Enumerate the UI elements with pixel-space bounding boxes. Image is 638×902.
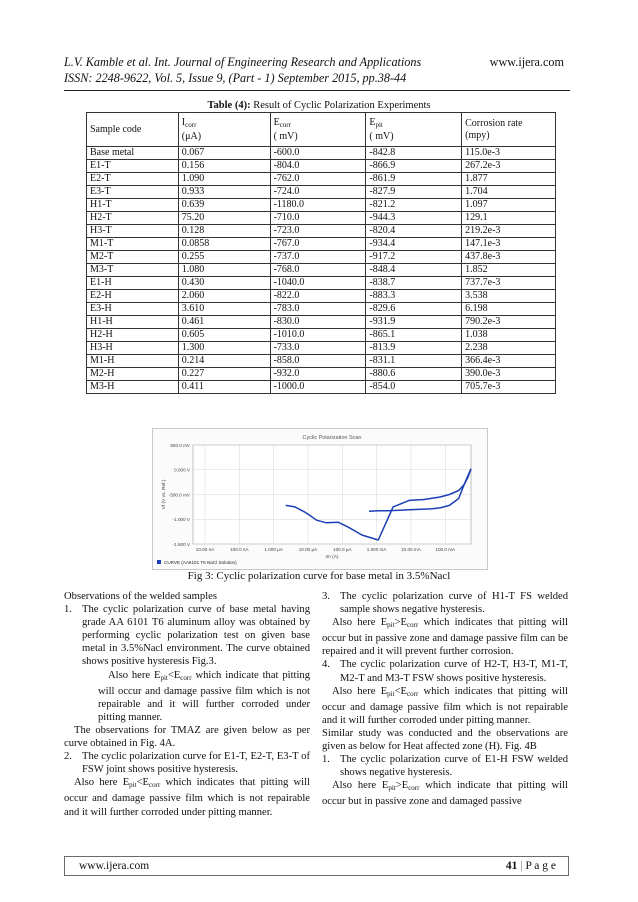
left-column [64, 590, 310, 819]
table-cell: -932.0 [270, 368, 366, 381]
table-cell: 705.7e-3 [462, 381, 556, 394]
table-caption [0, 100, 638, 111]
table-cell: Base metal [87, 147, 179, 160]
table-cell: 0.430 [178, 277, 270, 290]
running-header [64, 54, 564, 86]
table-cell: -848.4 [366, 264, 462, 277]
x-tick-label: 10.00 mA [401, 547, 421, 552]
paragraph: Also here $E_{pit}>E_{corr}$ which indicate that pitting will occur but in passive zone and damaged passive [322, 780, 568, 808]
y-tick-label: 0.000 V [174, 467, 190, 473]
table-cell: -724.0 [270, 186, 366, 199]
x-axis-label: Im (A) [325, 555, 339, 560]
list-item: 3. The cyclic polarization curve of H1-T FS welded sample shows negative hysteresis. [322, 591, 568, 616]
table-cell: -944.3 [366, 212, 462, 225]
table-row [87, 186, 556, 199]
table-cell: -861.9 [366, 173, 462, 186]
list-item: 2. The cyclic polarization curve for E1-T, E2-T, E3-T of FSW joint shows positive hysteresis. [64, 751, 310, 776]
table-cell: M1-T [87, 238, 179, 251]
table-row [87, 160, 556, 173]
table-cell: -710.0 [270, 212, 366, 225]
y-tick-label: -1.000 V [172, 517, 190, 523]
table-cell: -866.9 [366, 160, 462, 173]
table-cell: 0.411 [178, 381, 270, 394]
table-cell: 1.300 [178, 342, 270, 355]
table-cell: 0.461 [178, 316, 270, 329]
th-sample-code: Sample code [87, 113, 179, 147]
table-cell: -733.0 [270, 342, 366, 355]
table-cell: -827.9 [366, 186, 462, 199]
footer-website[interactable]: www.ijera.com [79, 860, 150, 872]
table-row [87, 225, 556, 238]
table-cell: -813.9 [366, 342, 462, 355]
y-tick-label: 500.0 mV [170, 442, 190, 448]
table-row [87, 199, 556, 212]
table-row [87, 212, 556, 225]
table-cell: 0.0858 [178, 238, 270, 251]
table-cell: -829.6 [366, 303, 462, 316]
table-cell: 3.538 [462, 290, 556, 303]
table-cell: 1.852 [462, 264, 556, 277]
th-ecorr: $E_{corr}$ ( mV) [270, 113, 366, 147]
table-body [87, 147, 556, 394]
table-cell: -883.3 [366, 290, 462, 303]
table-cell: H2-T [87, 212, 179, 225]
table-row [87, 329, 556, 342]
table-cell: -767.0 [270, 238, 366, 251]
table-cell: 0.933 [178, 186, 270, 199]
table-cell: 437.8e-3 [462, 251, 556, 264]
table-cell: 115.0e-3 [462, 147, 556, 160]
table-cell: 0.227 [178, 368, 270, 381]
table-cell: 790.2e-3 [462, 316, 556, 329]
th-epit: $E_{pit}$ ( mV) [366, 113, 462, 147]
table-cell: H3-T [87, 225, 179, 238]
table-cell: 366.4e-3 [462, 355, 556, 368]
table-cell: -822.0 [270, 290, 366, 303]
table-row [87, 303, 556, 316]
table-cell: -804.0 [270, 160, 366, 173]
table-cell: 0.605 [178, 329, 270, 342]
header-citation: L.V. Kamble et al. Int. Journal of Engineering Research and Applications [64, 55, 422, 69]
table-cell: 1.090 [178, 173, 270, 186]
table-row [87, 368, 556, 381]
header-website[interactable]: www.ijera.com [489, 55, 564, 69]
table-cell: 390.0e-3 [462, 368, 556, 381]
table-cell: H2-H [87, 329, 179, 342]
table-cell: E2-T [87, 173, 179, 186]
table-cell: M3-T [87, 264, 179, 277]
table-cell: -917.2 [366, 251, 462, 264]
figure-caption: Fig 3: Cyclic polarization curve for base metal in 3.5%Nacl [187, 570, 451, 582]
table-row [87, 277, 556, 290]
table-row [87, 147, 556, 160]
page-label: P a g e [525, 860, 556, 872]
table-cell: -838.7 [366, 277, 462, 290]
table-row [87, 316, 556, 329]
table-cell: -1040.0 [270, 277, 366, 290]
table-cell: 1.038 [462, 329, 556, 342]
polarization-chart [153, 429, 487, 569]
th-corrosion-rate: Corrosion rate (mpy) [462, 113, 556, 147]
table-cell: 6.198 [462, 303, 556, 316]
y-tick-label: -1.500 V [172, 541, 190, 547]
header-rule [64, 90, 570, 91]
table-cell: -783.0 [270, 303, 366, 316]
table-cell: -737.0 [270, 251, 366, 264]
x-tick-label: 1.000 mA [366, 547, 387, 552]
legend-marker [157, 560, 161, 564]
x-tick-label: 10.00 µA [298, 547, 318, 552]
table-cell: E1-T [87, 160, 179, 173]
table-caption-label: Table (4): [207, 100, 251, 111]
table-cell: E1-H [87, 277, 179, 290]
table-cell: E2-H [87, 290, 179, 303]
table-cell: -768.0 [270, 264, 366, 277]
paragraph: Also here $E_{pit}>E_{corr}$ which indicates that pitting will occur but in passive zone and damage passive film can be repaired and it will prevent further corrosion. [322, 617, 568, 658]
table-cell: 75.20 [178, 212, 270, 225]
page-number: 41 [505, 860, 518, 872]
table-cell: M2-H [87, 368, 179, 381]
table-cell: -931.9 [366, 316, 462, 329]
table-cell: E3-T [87, 186, 179, 199]
x-tick-label: 10.00 nA [195, 547, 215, 552]
table-cell: H1-T [87, 199, 179, 212]
table-row [87, 251, 556, 264]
table-cell: -865.1 [366, 329, 462, 342]
table-cell: H1-H [87, 316, 179, 329]
table-row [87, 238, 556, 251]
x-tick-label: 100.0 nA [230, 547, 249, 552]
table-cell: 0.128 [178, 225, 270, 238]
paragraph: Similar study was conducted and the observations are given as below for Heat affected zone (H). Fig. 4B [322, 727, 568, 753]
table-header-row [87, 113, 556, 147]
table-cell: 1.704 [462, 186, 556, 199]
paragraph: Also here $E_{pit}<E_{corr}$ which indicates that pitting will occur and damage passive film which is not repairable and it will further corroded under pitting manner. [64, 777, 310, 818]
table-cell: M1-H [87, 355, 179, 368]
table-cell: 267.2e-3 [462, 160, 556, 173]
legend-label: CURVE (AA6101 T6 NaCl Solution) [164, 560, 237, 565]
paragraph: Also here $E_{pit}<E_{corr}$ which indicate that pitting will occur and damage passive film which is not repairable and it will further corroded under pitting manner. [98, 669, 311, 723]
table-cell: -830.0 [270, 316, 366, 329]
table-cell: -1000.0 [270, 381, 366, 394]
observations-heading: Observations of the welded samples [64, 591, 217, 602]
table-caption-text: Result of Cyclic Polarization Experiments [250, 100, 431, 111]
paragraph: The observations for TMAZ are given below as per curve obtained in Fig. 4A. [64, 724, 310, 750]
figure-cyclic-polarization [152, 428, 488, 570]
table-cell: 1.877 [462, 173, 556, 186]
table-cell: M2-T [87, 251, 179, 264]
right-column [322, 590, 568, 809]
table-cell: 147.1e-3 [462, 238, 556, 251]
table-cell: M3-H [87, 381, 179, 394]
footer-page [506, 857, 556, 875]
table-cell: 0.255 [178, 251, 270, 264]
y-axis-label: Vf (V vs. Ref.) [162, 479, 167, 510]
x-tick-label: 100.0 mA [435, 547, 456, 552]
table-cell: -762.0 [270, 173, 366, 186]
table-cell: -1010.0 [270, 329, 366, 342]
table-row [87, 264, 556, 277]
table-cell: H3-H [87, 342, 179, 355]
table-cell: -821.2 [366, 199, 462, 212]
table-cell: -723.0 [270, 225, 366, 238]
table-cell: -1180.0 [270, 199, 366, 212]
table-cell: 737.7e-3 [462, 277, 556, 290]
table-cell: 0.156 [178, 160, 270, 173]
table-cell: 2.060 [178, 290, 270, 303]
table-cell: -820.4 [366, 225, 462, 238]
table-cell: 219.2e-3 [462, 225, 556, 238]
paragraph: Also here $E_{pit}<E_{corr}$ which indicates that pitting will occur and damage passive film which is not repairable and it will further corroded under pitting manner. [322, 685, 568, 726]
table-row [87, 381, 556, 394]
chart-title: Cyclic Polarization Scan [302, 435, 362, 441]
table-row [87, 342, 556, 355]
table-cell: 2.238 [462, 342, 556, 355]
table-cell: 0.639 [178, 199, 270, 212]
page-footer [64, 856, 569, 876]
table-cell: 0.067 [178, 147, 270, 160]
header-issn: ISSN: 2248-9622, Vol. 5, Issue 9, (Part - 1) September 2015, pp.38-44 [64, 71, 407, 85]
table-cell: -831.1 [366, 355, 462, 368]
table-cell: 1.080 [178, 264, 270, 277]
y-tick-label: -500.0 mV [168, 492, 190, 498]
table-cell: -600.0 [270, 147, 366, 160]
table-cell: -842.8 [366, 147, 462, 160]
table-cell: -858.0 [270, 355, 366, 368]
page-divider: | [520, 860, 523, 872]
table-cell: E3-H [87, 303, 179, 316]
table-row [87, 355, 556, 368]
table-cell: 3.610 [178, 303, 270, 316]
table-cell: -854.0 [366, 381, 462, 394]
x-tick-label: 100.0 µA [333, 547, 352, 552]
table-row [87, 173, 556, 186]
th-icorr: $I_{corr}$ (μA) [178, 113, 270, 147]
results-table [86, 112, 556, 394]
table-row [87, 290, 556, 303]
table-cell: 1.097 [462, 199, 556, 212]
table-cell: -880.6 [366, 368, 462, 381]
x-tick-label: 1.000 µA [264, 547, 283, 552]
list-item: 1. The cyclic polarization curve of base metal having grade AA 6101 T6 aluminum alloy was obtained by performing cyclic polarization test on given base metal in 3.5%Nacl environment. The curve obtained shows positive hysteresis Fig.3. [64, 604, 310, 668]
list-item: 1. The cyclic polarization curve of E1-H FSW welded shows negative hysteresis. [322, 754, 568, 779]
table-cell: 0.214 [178, 355, 270, 368]
table-cell: -934.4 [366, 238, 462, 251]
table-cell: 129.1 [462, 212, 556, 225]
list-item: 4. The cyclic polarization curve of H2-T, H3-T, M1-T, M2-T and M3-T FSW shows positive hysteresis. [322, 659, 568, 684]
